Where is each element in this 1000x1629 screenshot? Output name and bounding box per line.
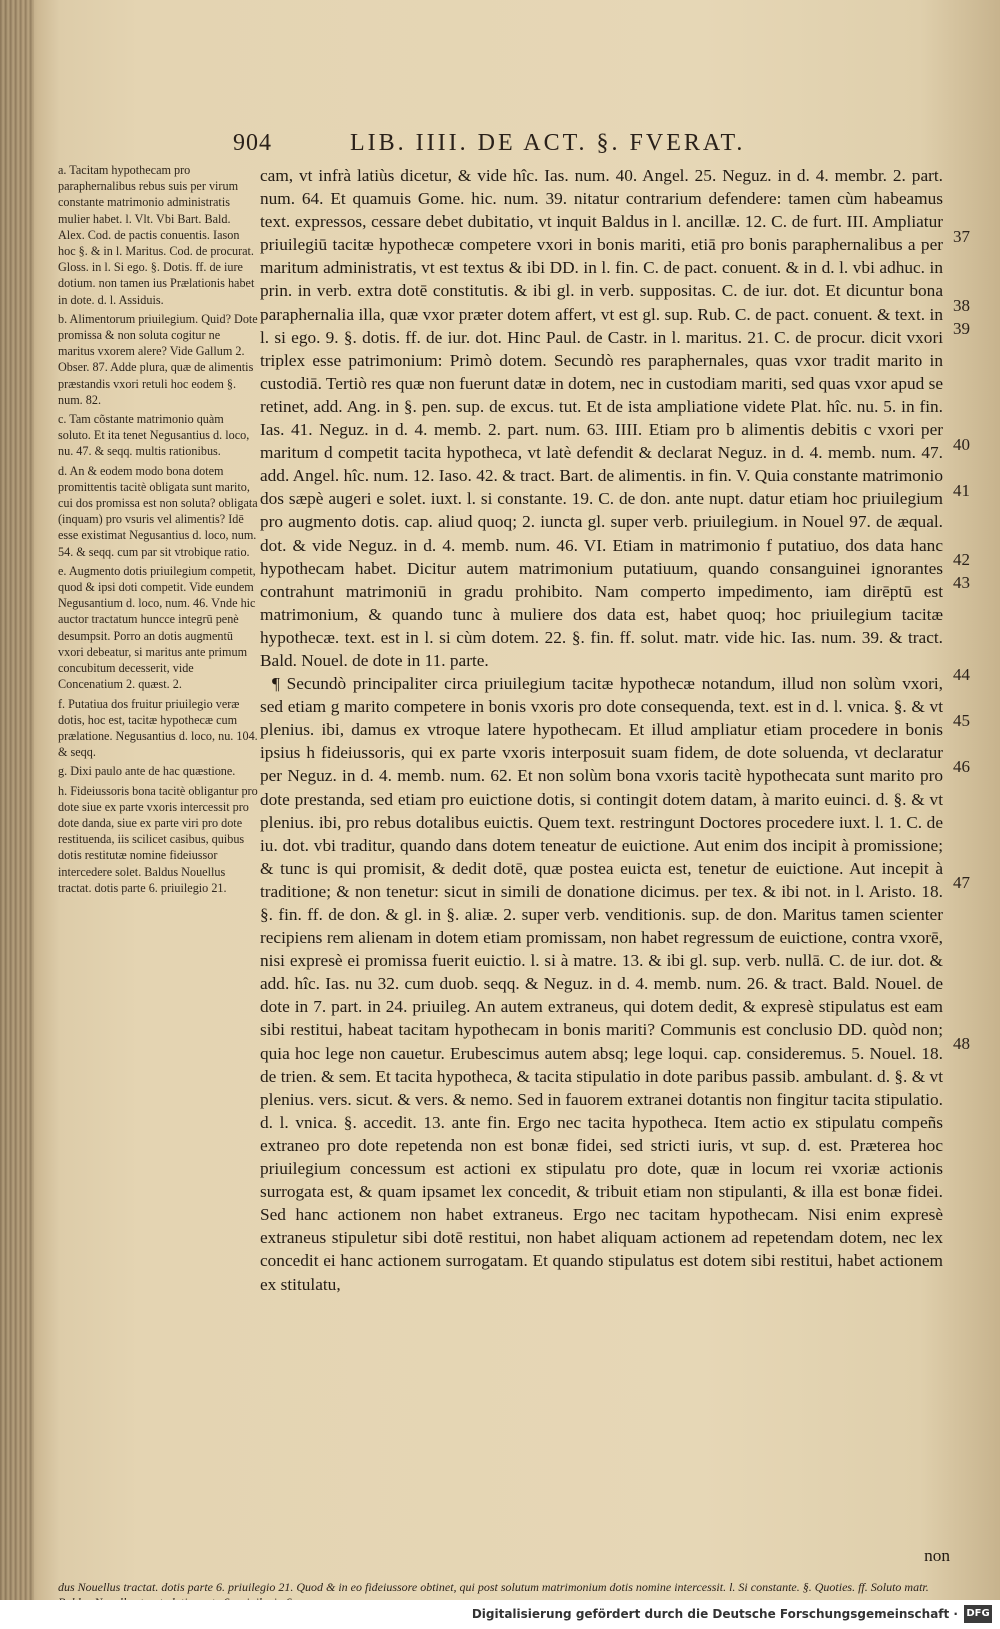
margin-note: f. Putatiua dos fruitur priuilegio veræ dotis, hoc est, tacitæ hypothecæ cum prælatione. Negusantius d. loco, nu. 104. & seqq. xyxy=(58,696,258,760)
section-number: 41 xyxy=(953,481,970,500)
paragraph: ¶ Secundò principaliter circa priuilegium tacitæ hypothecæ notandum, illud non solùm vxori, sed etiam g marito competere in bonis vxoris pro dote consequenda, text. est in d. l. vnica. §. & vt plenius. ibi, damus ex vtroque latere hypothecam. Et illud ampliatur etiam procedere in bonis ipsius h fideiussoris, qui ex parte vxoris interposuit suam fidem, de dote soluenda, vt declaratur per Neguz. in d. 4. memb. num. 62. Et non solùm bona vxoris tacitè hypothecata sunt marito pro dote prestanda, sed etiam pro euictione dotis, si contingit dotem datam, à marito euinci. d. §. & vt plenius. ibi, pro rebus dotalibus euictis. Quem text. restringunt Doctores procedere iuxt. l. 1. C. de iu. dot. vbi traditur, quando dans dotem teneatur de euictione. Aut enim dos incipit à promissione; & tunc is qui promisit, & dedit dotē, quæ postea euicta est, tenetur de euictione. Aut incepit à traditione; & non tenetur: sicut in simili de donatione dicimus. per tex. & ibi not. in l. Aristo. 18. §. fin. ff. de don. & gl. in §. aliæ. 2. super verb. venditionis. sup. de don. Maritus tamen scienter recipiens rem alienam in dotem etiam promissam, non habet regressum de euictione, contra vxorē, nisi expresè ei promissa fuerit euictio. l. si à matre. 13. & ibi gl. sup. verb. nullā. C. de iur. dot. & add. hîc. Ias. nu 32. cum duob. seqq. & Neguz. in d. 4. memb. num. 26. & tract. Bald. Nouel. de dote in 7. part. in 24. priuileg. An autem extraneus, qui dotem dedit, & expresè stipulatus est eam sibi restitui, habeat tacitam hypothecam in bonis mariti? Communis est conclusio DD. quòd non; quia hoc lege non cauetur. Erubescimus autem absq; lege loqui. cap. consideremus. 5. Nouel. 18. de trien. & sem. Et tacita hypotheca, & tacita stipulatio in dote paribus passib. ambulant. d. §. & vt plenius. vers. sicut. & vers. & nemo. Sed in fauorem extranei dotantis non fingitur tacita stipulatio. d. l. vnica. §. accedit. 13. ante fin. Ergo nec tacita hypotheca. Item actio ex stipulatu compeñs extraneo pro dote repetenda non est bonæ fidei, sed stricti iuris, vt sup. d. est. Præterea hoc priuilegium concessum est actioni ex stipulatu pro dote, quæ in locum rei vxoriæ actionis surrogata est, & quam ipsamet lex concedit, & tribuit etiam non stipulanti, & illa est bonæ fidei. Sed hanc actionem non habet extraneus. Ergo nec tacitam hypothecam. Nisi enim expresè extraneus stipuletur sibi dotē restitui, non habet aliquam actionem ad repetendam dotem, nec lex concedit ei hanc actionem surrogatam. Et quando stipulatus est dotem sibi restitui, habet actionem ex stitulatu, xyxy=(260,674,943,1294)
section-number: 48 xyxy=(953,1034,970,1053)
margin-notes xyxy=(58,162,258,899)
section-number: 46 xyxy=(953,757,970,776)
dfg-logo: DFG xyxy=(964,1605,992,1623)
section-number: 40 xyxy=(953,435,970,454)
section-number: 38 xyxy=(953,296,970,315)
page-header xyxy=(225,128,905,158)
margin-note: g. Dixi paulo ante de hac quæstione. xyxy=(58,764,236,779)
catchword: non xyxy=(924,1546,950,1565)
footnote: dus Nouellus tractat. dotis parte 6. priuilegio 21. Quod & in eo fideiussore obtinet, qui post solutum matrimonium dotis nomine intercessit. l. Si constante. §. Quoties. ff. Soluto matr. xyxy=(58,1580,929,1594)
page-edge xyxy=(0,0,34,1600)
section-number: 42 xyxy=(953,550,970,569)
page-number: 904 xyxy=(233,130,272,156)
margin-note: d. An & eodem modo bona dotem promittentis tacitè obligata sunt marito, cui dos promissa est non soluta? obligata (inquam) pro vsuris vel alimentis? Idē esse existimat Negusantius d. loco, num. 54. & seqq. cum par sit vtrobique ratio. xyxy=(58,463,258,559)
digitization-bar xyxy=(0,1600,1000,1629)
main-text xyxy=(260,164,943,1296)
section-number: 37 xyxy=(953,227,970,246)
section-number: 45 xyxy=(953,711,970,730)
section-number: 39 xyxy=(953,319,970,338)
section-number: 47 xyxy=(953,873,970,892)
running-title: LIB. IIII. DE ACT. §. FVERAT. xyxy=(350,130,746,156)
paragraph: cam, vt infrà latiùs dicetur, & vide hîc. Ias. num. 40. Angel. 25. Neguz. in d. 4. membr. 2. part. num. 64. Et quamuis Gome. hic. num. 39. nitatur contrarium defendere: tamen cùm habeamus text. expressos, cessare debet dubitatio, vt inquit Baldus in l. ancillæ. 12. C. de furt. III. Ampliatur priuilegiū tacitæ hypothecæ competere vxori in bonis mariti, etiā pro bonis paraphernalibus a per maritum administratis, vt est textus & ibi DD. in l. fin. C. de pact. conuent. & in d. l. vbi adhuc. in prin. in verb. extra dotē constitutis. & ibi gl. in verb. suppositas. C. de iur. dot. Et dicuntur bona paraphernalia illa, quæ vxor præter dotem affert, vt est gl. sup. Rub. C. de pact. conuent. & text. in l. si ego. 9. §. dotis. ff. de iur. dot. Hinc Paul. de Castr. in l. maritus. 21. C. de procur. dicit vxori triplex esse patrimonium: Primò dotem. Secundò res paraphernales, quas vxor tradit marito in custodiā. Tertiò res quæ non fuerunt datæ in dotem, nec in custodiam mariti, sed quas vxor apud se retinet, add. Ang. in §. pen. sup. de excus. tut. Et de ista ampliatione videte Plat. hîc. nu. 5. in fin. Ias. 41. Neguz. in d. 4. memb. 2. part. num. 63. IIII. Etiam pro b alimentis debitis c vxori per maritum d competit tacita hypotheca, vt latè defendit & declarat Neguz. in d. 4. memb. num. 47. add. Angel. hîc. num. 12. Iaso. 42. & tract. Bart. de alimentis. in fin. V. Quia constante matrimonio dos sæpè augeri e solet. iuxt. l. si constante. 19. C. de don. ante nupt. datur etiam hoc priuilegium pro augmento dotis. cap. aliud quoq; 2. iuncta gl. super verb. priuilegium. in Nouel 97. de æqual. dot. & vide Neguz. in d. 4. memb. num. 46. VI. Etiam in matrimonio f putatiuo, dos data hanc hypothecam habet. Dicitur autem matrimonium putatiuum, quando consanguinei ignorantes contrahunt matrimoniū in gradu prohibito. Nam comperto impedimento, iam dirēptū est matrimonium, & quando tunc à muliere dos data est, habet quoq; hoc priuilegium tacitæ hypothecæ. text. est in l. si cùm dotem. 22. §. fin. ff. solut. matr. vide hic. Ias. num. 39. & tract. Bald. Nouel. de dote in 11. parte. xyxy=(260,166,943,670)
section-number: 43 xyxy=(953,573,970,592)
margin-note: b. Alimentorum priuilegium. Quid? Dote promissa & non soluta cogitur ne maritus vxorem alere? Vide Gallum 2. Obser. 87. Adde plura, quæ de alimentis præstandis vxori retuli hoc eodem §. num. 82. xyxy=(58,311,258,407)
section-number: 44 xyxy=(953,665,970,684)
margin-note: h. Fideiussoris bona tacitè obligantur pro dote siue ex parte vxoris intercessit pro dote danda, siue ex parte viri pro dote restituenda, iis scilicet casibus, quibus dotis restitutæ nomine fideiussor intercedere solet. Baldus Nouellus tractat. dotis parte 6. priuilegio 21. xyxy=(58,783,258,895)
margin-note: c. Tam cõstante matrimonio quàm soluto. Et ita tenet Negusantius d. loco, nu. 47. & seqq. multis rationibus. xyxy=(58,412,250,459)
margin-note: a. Tacitam hypothecam pro paraphernalibus rebus suis per virum constante matrimonio administratis mulier habet. l. Vlt. Vbi Bart. Bald. Alex. Cod. de pactis conuentis. Iason hoc §. & in l. Maritus. Cod. de procurat. Gloss. in l. Si ego. §. Dotis. ff. de iure dotium. non tamen ius Prælationis habet in dote. d. l. Assiduis. xyxy=(58,163,255,307)
digitization-credit: Digitalisierung gefördert durch die Deutsche Forschungsgemeinschaft · xyxy=(471,1607,958,1621)
margin-note: e. Augmento dotis priuilegium competit, quod & ipsi doti competit. Vide eundem Negusantium d. loco, num. 46. Vnde hic auctor tractatum huncce integrū penè desumpsit. Porro an dotis augmentū vxori debeatur, si maritus ante primum concubitum decesserit, vide Concenatium 2. quæst. 2. xyxy=(58,563,256,692)
